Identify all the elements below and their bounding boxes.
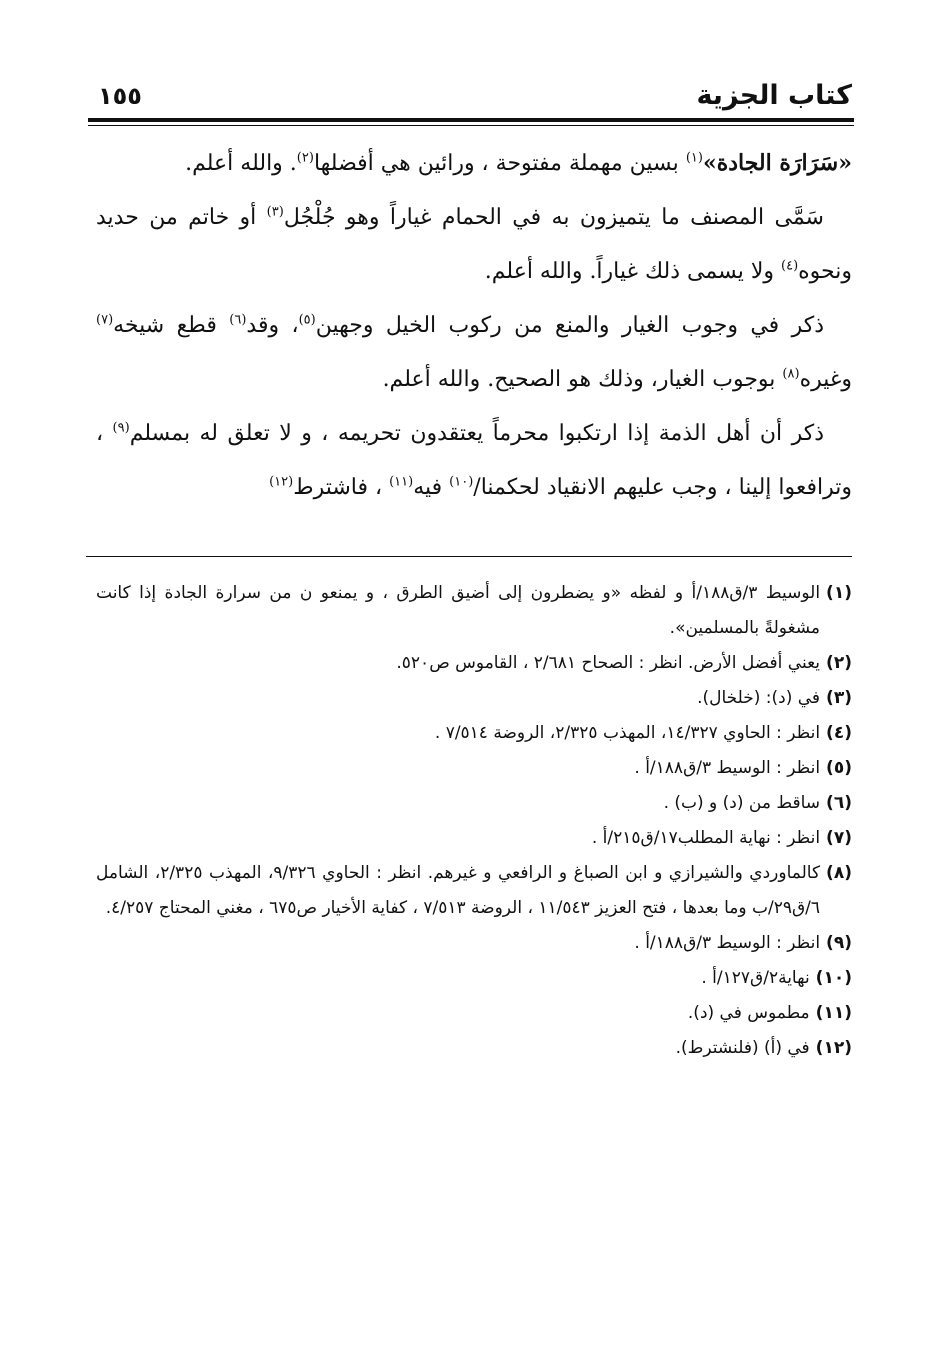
footnote-number: (٨) bbox=[826, 863, 852, 883]
paragraph-text: ، وترافعوا إلينا ، وجب عليهم الانقياد لحكمنا/ bbox=[96, 421, 852, 500]
footnote-number: (٥) bbox=[826, 758, 852, 778]
footnote-ref-10: (١٠) bbox=[449, 474, 474, 490]
footnote-text: في (د): (خلخال). bbox=[697, 688, 821, 708]
paragraph-text: ، وقد bbox=[246, 313, 299, 338]
footnote-text: انظر : الوسيط ٣/ق١٨٨/أ . bbox=[634, 933, 821, 953]
paragraph-text: ذكر أن أهل الذمة إذا ارتكبوا محرماً يعتقدون تحريمه ، و لا تعلق له بمسلم bbox=[129, 421, 825, 446]
paragraph-text: بوجوب الغيار، وذلك هو الصحيح. والله أعلم. bbox=[382, 367, 783, 392]
paragraph-3 bbox=[96, 299, 852, 407]
paragraph-1 bbox=[96, 136, 852, 191]
paragraph-text: ، فاشترط bbox=[293, 475, 390, 500]
paragraph-text: وغيره bbox=[799, 367, 852, 392]
footnote-number: (٩) bbox=[826, 933, 852, 953]
footnote bbox=[96, 576, 852, 646]
footnote-number: (٢) bbox=[826, 653, 852, 673]
footnote-text: يعني أفضل الأرض. انظر : الصحاح ٢/٦٨١ ، القاموس ص٥٢٠. bbox=[396, 653, 821, 673]
paragraph-4 bbox=[96, 407, 852, 515]
footnote-ref-9: (٩) bbox=[112, 420, 130, 436]
footnote-number: (١٢) bbox=[815, 1038, 852, 1058]
footnote-ref-2: (٢) bbox=[296, 150, 314, 166]
paragraph-text: ولا يسمى ذلك غياراً. والله أعلم. bbox=[484, 259, 782, 284]
footnote bbox=[96, 751, 852, 786]
paragraph-text: سَمَّى المصنف ما يتميزون به في الحمام غياراً وهو جُلْجُل bbox=[283, 205, 824, 230]
footnote-number: (٦) bbox=[826, 793, 852, 813]
footnote bbox=[96, 681, 852, 716]
footnote-ref-8: (٨) bbox=[782, 366, 800, 382]
paragraph-text: أو خاتم من حديد ونحوه bbox=[96, 205, 852, 284]
footnote-number: (١١) bbox=[815, 1003, 852, 1023]
footnote bbox=[96, 821, 852, 856]
footnote bbox=[96, 926, 852, 961]
footnote-text: مطموس في (د). bbox=[687, 1003, 810, 1023]
footnote-ref-12: (١٢) bbox=[269, 474, 294, 490]
footnote-text: انظر : الحاوي ١٤/٣٢٧، المهذب ٢/٣٢٥، الروضة ٧/٥١٤ . bbox=[434, 723, 821, 743]
footnote-number: (٤) bbox=[826, 723, 852, 743]
footnote-text: في (أ) (فلنشترط). bbox=[675, 1038, 810, 1058]
footnote bbox=[96, 961, 852, 996]
footnote bbox=[96, 856, 852, 926]
footnote-ref-7: (٧) bbox=[96, 312, 114, 328]
page-number: ١٥٥ bbox=[98, 82, 142, 110]
footnote-text: انظر : الوسيط ٣/ق١٨٨/أ . bbox=[634, 758, 821, 778]
footnote-number: (١٠) bbox=[815, 968, 852, 988]
footnote bbox=[96, 996, 852, 1031]
footnote bbox=[96, 716, 852, 751]
footnote-text: ساقط من (د) و (ب) . bbox=[663, 793, 821, 813]
footnote-ref-1: (١) bbox=[685, 150, 703, 166]
footnote-ref-4: (٤) bbox=[781, 258, 799, 274]
footnote-ref-5: (٥) bbox=[298, 312, 316, 328]
header-rule-thin bbox=[88, 125, 854, 126]
footnote-number: (٣) bbox=[826, 688, 852, 708]
footnote bbox=[96, 646, 852, 681]
footnotes bbox=[96, 576, 852, 1066]
footnote bbox=[96, 1031, 852, 1066]
footnote bbox=[96, 786, 852, 821]
main-text bbox=[96, 136, 852, 515]
paragraph-text: بسين مهملة مفتوحة ، ورائين هي أفضلها bbox=[313, 151, 686, 176]
footnote-ref-11: (١١) bbox=[389, 474, 414, 490]
footnote-separator bbox=[86, 556, 852, 557]
footnote-text: انظر : نهاية المطلب١٧/ق٢١٥/أ . bbox=[591, 828, 821, 848]
footnote-number: (١) bbox=[826, 583, 852, 603]
footnote-ref-6: (٦) bbox=[229, 312, 247, 328]
footnote-text: نهاية٢/ق١٢٧/أ . bbox=[701, 968, 810, 988]
paragraph-text: قطع شيخه bbox=[113, 313, 230, 338]
footnote-number: (٧) bbox=[826, 828, 852, 848]
defined-term: «سَرَارَة الجادة» bbox=[702, 150, 852, 176]
footnote-ref-3: (٣) bbox=[266, 204, 284, 220]
paragraph-text: ذكر في وجوب الغيار والمنع من ركوب الخيل وجهين bbox=[315, 313, 824, 338]
page-header bbox=[88, 76, 852, 116]
book-title: كتاب الجزية bbox=[696, 80, 852, 111]
footnote-text: الوسيط ٣/ق١٨٨/أ و لفظه «و يضطرون إلى أضيق الطرق ، و يمنعو ن من سرارة الجادة إذا كانت مشغولةً بالمسلمين». bbox=[96, 583, 821, 638]
paragraph-text: . والله أعلم. bbox=[185, 151, 297, 176]
footnote-text: كالماوردي والشيرازي و ابن الصباغ و الرافعي و غيرهم. انظر : الحاوي ٩/٣٢٦، المهذب ٢/٣٢٥، الشامل ٦/ق٢٩/ب وما بعدها ، فتح العزيز ١١/٥٤٣ ، الروضة ٧/٥١٣ ، كفاية الأخيار ص٦٧٥ ، مغني المحتاج ٤/٢٥٧. bbox=[96, 863, 821, 918]
paragraph-text: فيه bbox=[413, 475, 450, 500]
header-rule-thick bbox=[88, 118, 854, 122]
paragraph-2 bbox=[96, 191, 852, 299]
